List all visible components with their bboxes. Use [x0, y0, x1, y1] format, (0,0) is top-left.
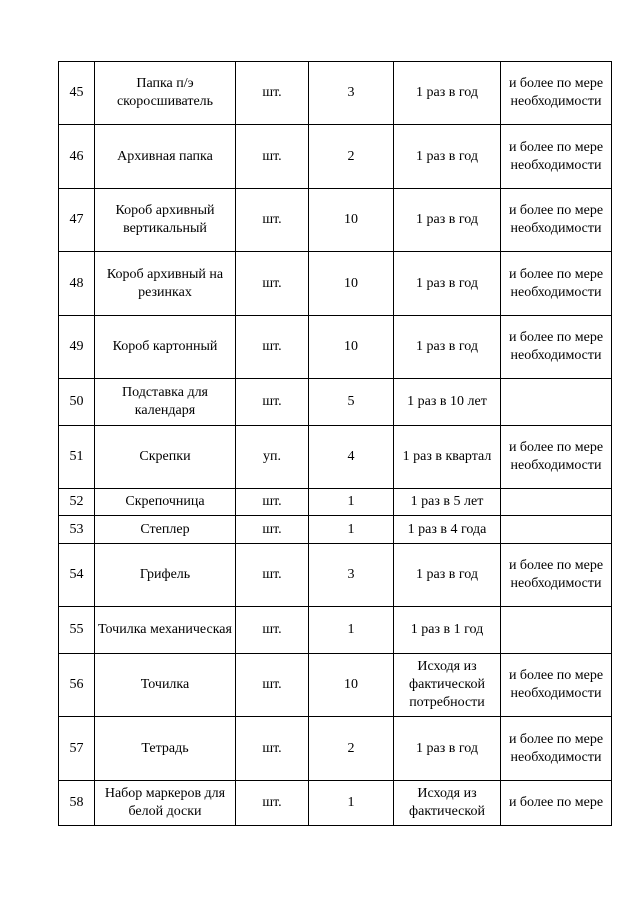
cell-text-num: 48 — [69, 275, 84, 291]
cell-text-unit: шт. — [262, 212, 282, 227]
cell-text-num: 52 — [69, 494, 84, 509]
cell-text-qty: 3 — [347, 567, 355, 582]
cell-quantity — [309, 125, 394, 189]
cell-unit — [236, 516, 309, 544]
cell-text-note: и более по мере необходимости — [508, 266, 604, 300]
cell-text-unit: шт. — [262, 339, 282, 354]
cell-quantity — [309, 717, 394, 781]
cell-unit — [236, 717, 309, 781]
cell-text-qty: 10 — [344, 275, 358, 291]
cell-text-note: и более по мере необходимости — [508, 76, 604, 109]
cell-period — [394, 607, 501, 654]
cell-text-note: и более по мере необходимости — [508, 203, 604, 236]
cell-quantity — [309, 252, 394, 316]
cell-number — [59, 717, 95, 781]
cell-text-num: 45 — [69, 85, 84, 100]
cell-text-name: Тетрадь — [141, 740, 189, 756]
cell-period — [394, 654, 501, 717]
cell-text-note: и более по мере необходимости — [508, 668, 604, 701]
cell-period — [394, 379, 501, 426]
table-row — [59, 379, 612, 426]
cell-text-qty: 10 — [344, 212, 358, 227]
cell-number — [59, 607, 95, 654]
table-row — [59, 489, 612, 516]
cell-number — [59, 489, 95, 516]
cell-unit — [236, 654, 309, 717]
table-row — [59, 189, 612, 252]
cell-text-period: 1 раз в год — [416, 275, 478, 291]
cell-unit — [236, 62, 309, 125]
cell-text-period: 1 раз в год — [416, 212, 478, 227]
cell-text-name: Точилка механическая — [98, 622, 232, 637]
table-row — [59, 607, 612, 654]
cell-text-note: и более по мере необходимости — [508, 440, 604, 473]
table-row — [59, 125, 612, 189]
cell-note — [501, 189, 612, 252]
cell-text-note: и более по мере необходимости — [508, 558, 604, 591]
supplies-table — [58, 61, 612, 826]
cell-text-unit: уп. — [263, 449, 281, 464]
cell-item-name — [95, 607, 236, 654]
cell-text-period: Исходя из фактической потребности — [409, 659, 485, 710]
cell-text-unit: шт. — [262, 275, 282, 291]
cell-text-qty: 3 — [347, 85, 355, 100]
cell-item-name — [95, 654, 236, 717]
cell-number — [59, 125, 95, 189]
cell-text-period: 1 раз в 4 года — [407, 521, 487, 537]
cell-text-period: 1 раз в год — [416, 567, 478, 582]
cell-text-name: Грифель — [139, 567, 191, 582]
table-row — [59, 654, 612, 717]
cell-unit — [236, 252, 309, 316]
cell-text-name: Скрепочница — [125, 494, 205, 509]
cell-item-name — [95, 489, 236, 516]
cell-note — [501, 516, 612, 544]
cell-unit — [236, 189, 309, 252]
cell-unit — [236, 544, 309, 607]
cell-period — [394, 544, 501, 607]
table-row — [59, 316, 612, 379]
cell-period — [394, 516, 501, 544]
table-row — [59, 781, 612, 826]
cell-item-name — [95, 544, 236, 607]
cell-text-note: и более по мере необходимости — [508, 731, 604, 765]
cell-text-note: и более по мере необходимости — [508, 139, 604, 173]
table-row — [59, 516, 612, 544]
cell-note — [501, 489, 612, 516]
cell-text-qty: 1 — [347, 795, 355, 810]
cell-text-period: 1 раз в квартал — [402, 449, 492, 464]
cell-text-unit: шт. — [262, 795, 282, 810]
cell-item-name — [95, 426, 236, 489]
cell-item-name — [95, 252, 236, 316]
cell-text-num: 53 — [69, 521, 84, 537]
cell-text-name: Скрепки — [139, 449, 191, 464]
cell-note — [501, 252, 612, 316]
cell-period — [394, 252, 501, 316]
cell-text-num: 50 — [69, 394, 84, 409]
cell-quantity — [309, 781, 394, 826]
cell-text-qty: 2 — [347, 740, 355, 756]
cell-text-name: Точилка — [140, 677, 190, 692]
cell-unit — [236, 125, 309, 189]
cell-quantity — [309, 544, 394, 607]
cell-text-unit: шт. — [262, 394, 282, 409]
cell-text-num: 51 — [69, 449, 84, 464]
cell-text-qty: 2 — [347, 148, 355, 164]
cell-number — [59, 189, 95, 252]
cell-number — [59, 544, 95, 607]
cell-text-unit: шт. — [262, 740, 282, 756]
cell-quantity — [309, 654, 394, 717]
cell-item-name — [95, 316, 236, 379]
cell-note — [501, 781, 612, 826]
cell-text-num: 54 — [69, 567, 84, 582]
table-body — [59, 62, 612, 826]
cell-note — [501, 316, 612, 379]
cell-note — [501, 125, 612, 189]
cell-number — [59, 316, 95, 379]
table-row — [59, 544, 612, 607]
cell-item-name — [95, 189, 236, 252]
cell-unit — [236, 781, 309, 826]
cell-text-name: Короб картонный — [112, 339, 218, 354]
cell-item-name — [95, 717, 236, 781]
cell-number — [59, 379, 95, 426]
cell-unit — [236, 379, 309, 426]
cell-period — [394, 781, 501, 826]
cell-text-qty: 1 — [347, 494, 355, 509]
cell-text-name: Набор маркеров для белой доски — [104, 786, 226, 819]
cell-text-qty: 10 — [344, 677, 358, 692]
cell-text-num: 56 — [69, 677, 84, 692]
cell-quantity — [309, 316, 394, 379]
cell-text-unit: шт. — [262, 677, 282, 692]
cell-text-period: 1 раз в 5 лет — [410, 494, 484, 509]
cell-unit — [236, 316, 309, 379]
cell-note — [501, 62, 612, 125]
cell-text-period: 1 раз в 1 год — [410, 622, 484, 637]
cell-item-name — [95, 516, 236, 544]
table-row — [59, 252, 612, 316]
cell-text-unit: шт. — [262, 521, 282, 537]
cell-period — [394, 62, 501, 125]
cell-note — [501, 607, 612, 654]
cell-text-qty: 5 — [347, 394, 355, 409]
cell-number — [59, 426, 95, 489]
cell-unit — [236, 489, 309, 516]
cell-text-num: 46 — [69, 148, 84, 164]
cell-period — [394, 426, 501, 489]
cell-period — [394, 489, 501, 516]
cell-period — [394, 125, 501, 189]
cell-item-name — [95, 125, 236, 189]
cell-number — [59, 62, 95, 125]
cell-text-name: Степлер — [140, 521, 190, 537]
cell-text-period: 1 раз в год — [416, 85, 478, 100]
cell-quantity — [309, 607, 394, 654]
cell-item-name — [95, 62, 236, 125]
cell-quantity — [309, 379, 394, 426]
cell-text-unit: шт. — [262, 622, 282, 637]
cell-text-period: 1 раз в год — [416, 148, 478, 164]
cell-text-note: и более по мере — [508, 795, 604, 810]
cell-text-num: 55 — [69, 622, 84, 637]
cell-period — [394, 717, 501, 781]
cell-text-unit: шт. — [262, 567, 282, 582]
cell-unit — [236, 426, 309, 489]
cell-unit — [236, 607, 309, 654]
cell-number — [59, 252, 95, 316]
cell-quantity — [309, 426, 394, 489]
cell-text-name: Короб архивный вертикальный — [115, 203, 215, 236]
cell-text-period: 1 раз в год — [416, 740, 478, 756]
cell-item-name — [95, 781, 236, 826]
cell-note — [501, 654, 612, 717]
cell-quantity — [309, 516, 394, 544]
cell-text-num: 49 — [69, 339, 84, 354]
cell-text-unit: шт. — [262, 148, 282, 164]
cell-number — [59, 654, 95, 717]
table-row — [59, 426, 612, 489]
cell-quantity — [309, 189, 394, 252]
cell-text-num: 47 — [69, 212, 84, 227]
cell-text-period: 1 раз в год — [416, 339, 478, 354]
cell-period — [394, 316, 501, 379]
cell-text-unit: шт. — [262, 85, 282, 100]
cell-text-qty: 1 — [347, 622, 355, 637]
table-row — [59, 62, 612, 125]
cell-text-name: Подставка для календаря — [121, 385, 208, 418]
cell-text-note: и более по мере необходимости — [508, 330, 604, 363]
cell-quantity — [309, 489, 394, 516]
cell-number — [59, 781, 95, 826]
cell-note — [501, 544, 612, 607]
cell-item-name — [95, 379, 236, 426]
cell-text-qty: 10 — [344, 339, 358, 354]
cell-text-period: Исходя из фактической — [409, 786, 485, 819]
cell-text-name: Архивная папка — [117, 148, 213, 164]
cell-period — [394, 189, 501, 252]
cell-text-qty: 4 — [347, 449, 355, 464]
cell-note — [501, 717, 612, 781]
table-row — [59, 717, 612, 781]
cell-text-name: Короб архивный на резинках — [106, 266, 224, 300]
cell-text-num: 58 — [69, 795, 84, 810]
cell-text-num: 57 — [69, 740, 84, 756]
cell-text-unit: шт. — [262, 494, 282, 509]
cell-quantity — [309, 62, 394, 125]
cell-note — [501, 379, 612, 426]
cell-text-name: Папка п/э скоросшиватель — [116, 76, 214, 109]
cell-text-qty: 1 — [347, 521, 355, 537]
cell-note — [501, 426, 612, 489]
cell-number — [59, 516, 95, 544]
cell-text-period: 1 раз в 10 лет — [407, 394, 487, 409]
